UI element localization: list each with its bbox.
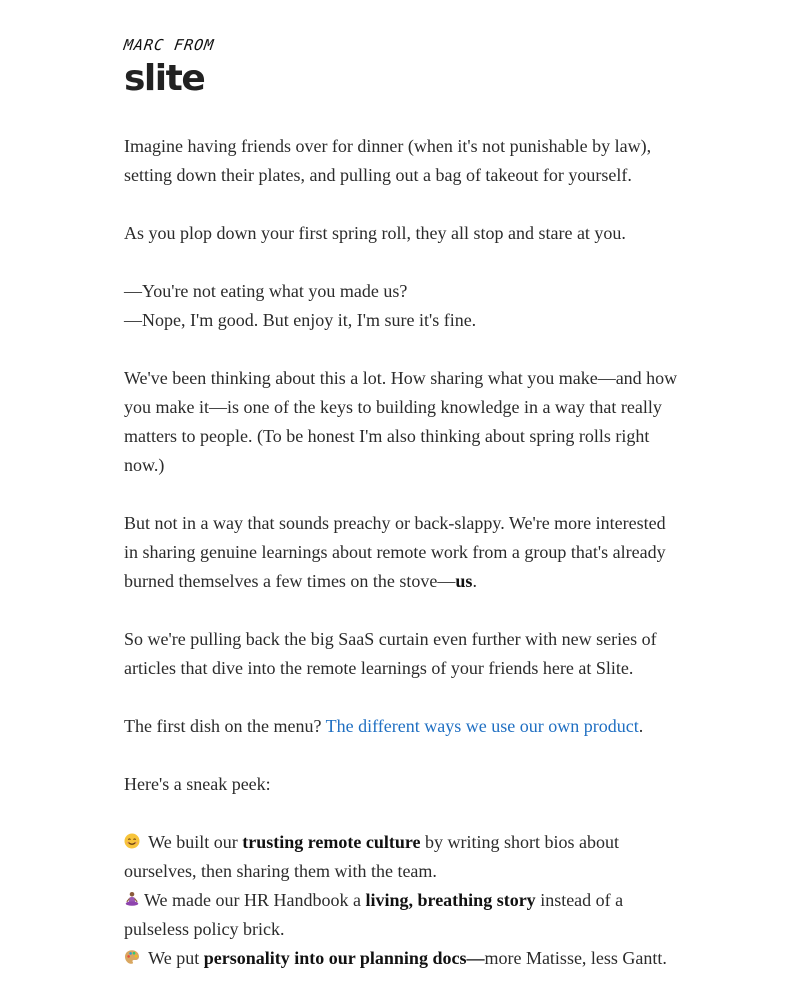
list-item: We made our HR Handbook a living, breathing story instead of a pulseless policy brick.	[124, 890, 624, 939]
sneak-peek-list	[124, 828, 680, 973]
preachy-paragraph	[124, 509, 680, 596]
dialog-block	[124, 277, 680, 335]
logo-tagline: MARC FROM	[122, 36, 216, 54]
sharing-paragraph: We've been thinking about this a lot. How sharing what you make—and how you make it—is one of the keys to building knowledge in a way that really matters to people. (To be honest I'm also thinking about spring rolls right now.)	[124, 368, 678, 475]
first-dish-paragraph	[124, 712, 680, 741]
spring-roll-paragraph: As you plop down your first spring roll, they all stop and stare at you.	[124, 223, 626, 243]
curtain-paragraph: So we're pulling back the big SaaS curtain even further with new series of articles that dive into the remote learnings of your friends here at Slite.	[124, 629, 657, 678]
first-dish-text: The first dish on the menu?	[124, 716, 326, 736]
slite-logo[interactable]	[124, 36, 264, 100]
preachy-end: .	[472, 571, 477, 591]
email-body	[124, 132, 680, 973]
list-item: We put personality into our planning docs—more Matisse, less Gantt.	[124, 944, 680, 973]
intro-paragraph: Imagine having friends over for dinner (when it's not punishable by law), setting down their plates, and pulling out a bag of takeout for yourself.	[124, 136, 652, 185]
sneak-peek-label: Here's a sneak peek:	[124, 774, 271, 794]
dialog-line-2: —Nope, I'm good. But enjoy it, I'm sure it's fine.	[124, 310, 477, 330]
first-dish-end: .	[638, 716, 644, 736]
email-container	[122, 36, 680, 968]
us-bold: us	[455, 571, 473, 591]
dialog-line-1: —You're not eating what you made us?	[124, 281, 408, 301]
palette-icon	[124, 949, 140, 965]
smiling-face-icon	[124, 833, 140, 849]
person-meditating-icon	[124, 891, 140, 907]
preachy-text: But not in a way that sounds preachy or back-slappy. We're more interested in sharing genuine learnings about remote work from a group that's already burned themselves a few times on the stove—	[124, 513, 666, 591]
logo-wordmark: slite	[124, 58, 205, 99]
product-article-link[interactable]: The different ways we use our own product	[325, 716, 639, 736]
list-item: We built our trusting remote culture by writing short bios about ourselves, then sharing them with the team.	[124, 832, 620, 881]
